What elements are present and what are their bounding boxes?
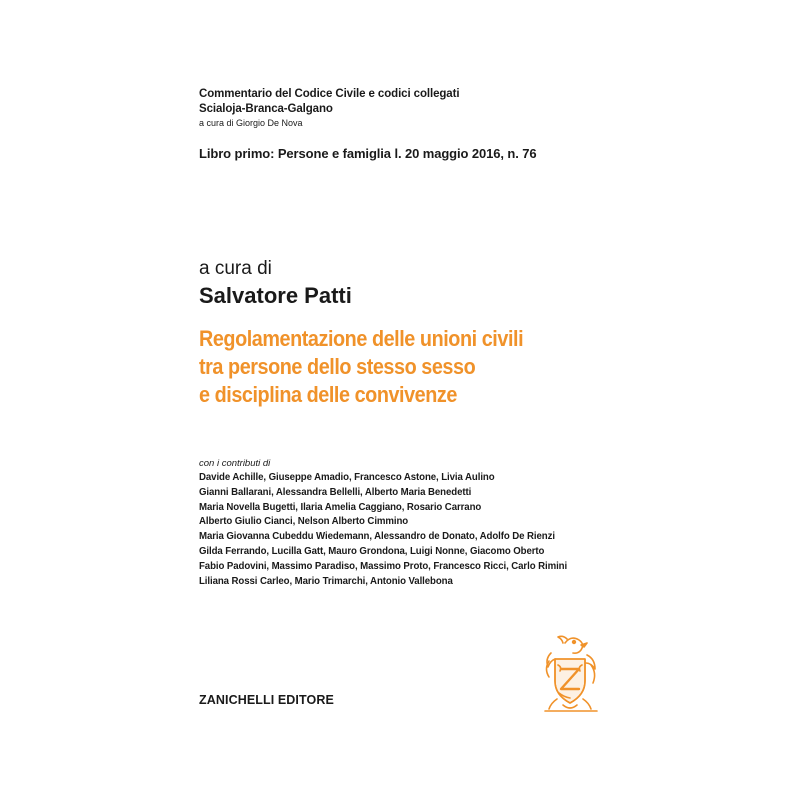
zanichelli-griffin-emblem-icon <box>537 633 605 713</box>
curator-label: a cura di <box>199 258 272 279</box>
publisher-name: ZANICHELLI EDITORE <box>199 693 334 707</box>
book-title <box>199 325 759 409</box>
contributors-line: Maria Giovanna Cubeddu Wiedemann, Alessandro de Donato, Adolfo De Rienzi <box>199 530 555 543</box>
series-authors: Scialoja-Branca-Galgano <box>199 103 333 115</box>
contributors-line: Liliana Rossi Carleo, Mario Trimarchi, Antonio Vallebona <box>199 574 453 587</box>
contributors-intro: con i contributi di <box>199 458 271 469</box>
contributors-line: Maria Novella Bugetti, Ilaria Amelia Caggiano, Rosario Carrano <box>199 500 482 513</box>
series-title: Commentario del Codice Civile e codici collegati <box>199 88 460 100</box>
contributors-block <box>199 457 759 588</box>
book-title-line: e disciplina delle convivenze <box>199 382 457 407</box>
book-title-line: Regolamentazione delle unioni civili <box>199 326 524 351</box>
contributors-line: Alberto Giulio Cianci, Nelson Alberto Cimmino <box>199 515 409 528</box>
series-header <box>199 87 719 130</box>
book-title-line: tra persone dello stesso sesso <box>199 354 476 379</box>
series-editor: a cura di Giorgio De Nova <box>199 118 303 128</box>
contributors-line: Gilda Ferrando, Lucilla Gatt, Mauro Grondona, Luigi Nonne, Giacomo Oberto <box>199 544 545 557</box>
contributors-line: Gianni Ballarani, Alessandra Bellelli, Alberto Maria Benedetti <box>199 485 472 498</box>
curator-name: Salvatore Patti <box>199 283 352 308</box>
contributors-line: Davide Achille, Giuseppe Amadio, Francesco Astone, Livia Aulino <box>199 471 495 483</box>
contributors-line: Fabio Padovini, Massimo Paradiso, Massimo Proto, Francesco Ricci, Carlo Rimini <box>199 559 568 572</box>
volume-title: Libro primo: Persone e famiglia l. 20 maggio 2016, n. 76 <box>199 146 537 161</box>
